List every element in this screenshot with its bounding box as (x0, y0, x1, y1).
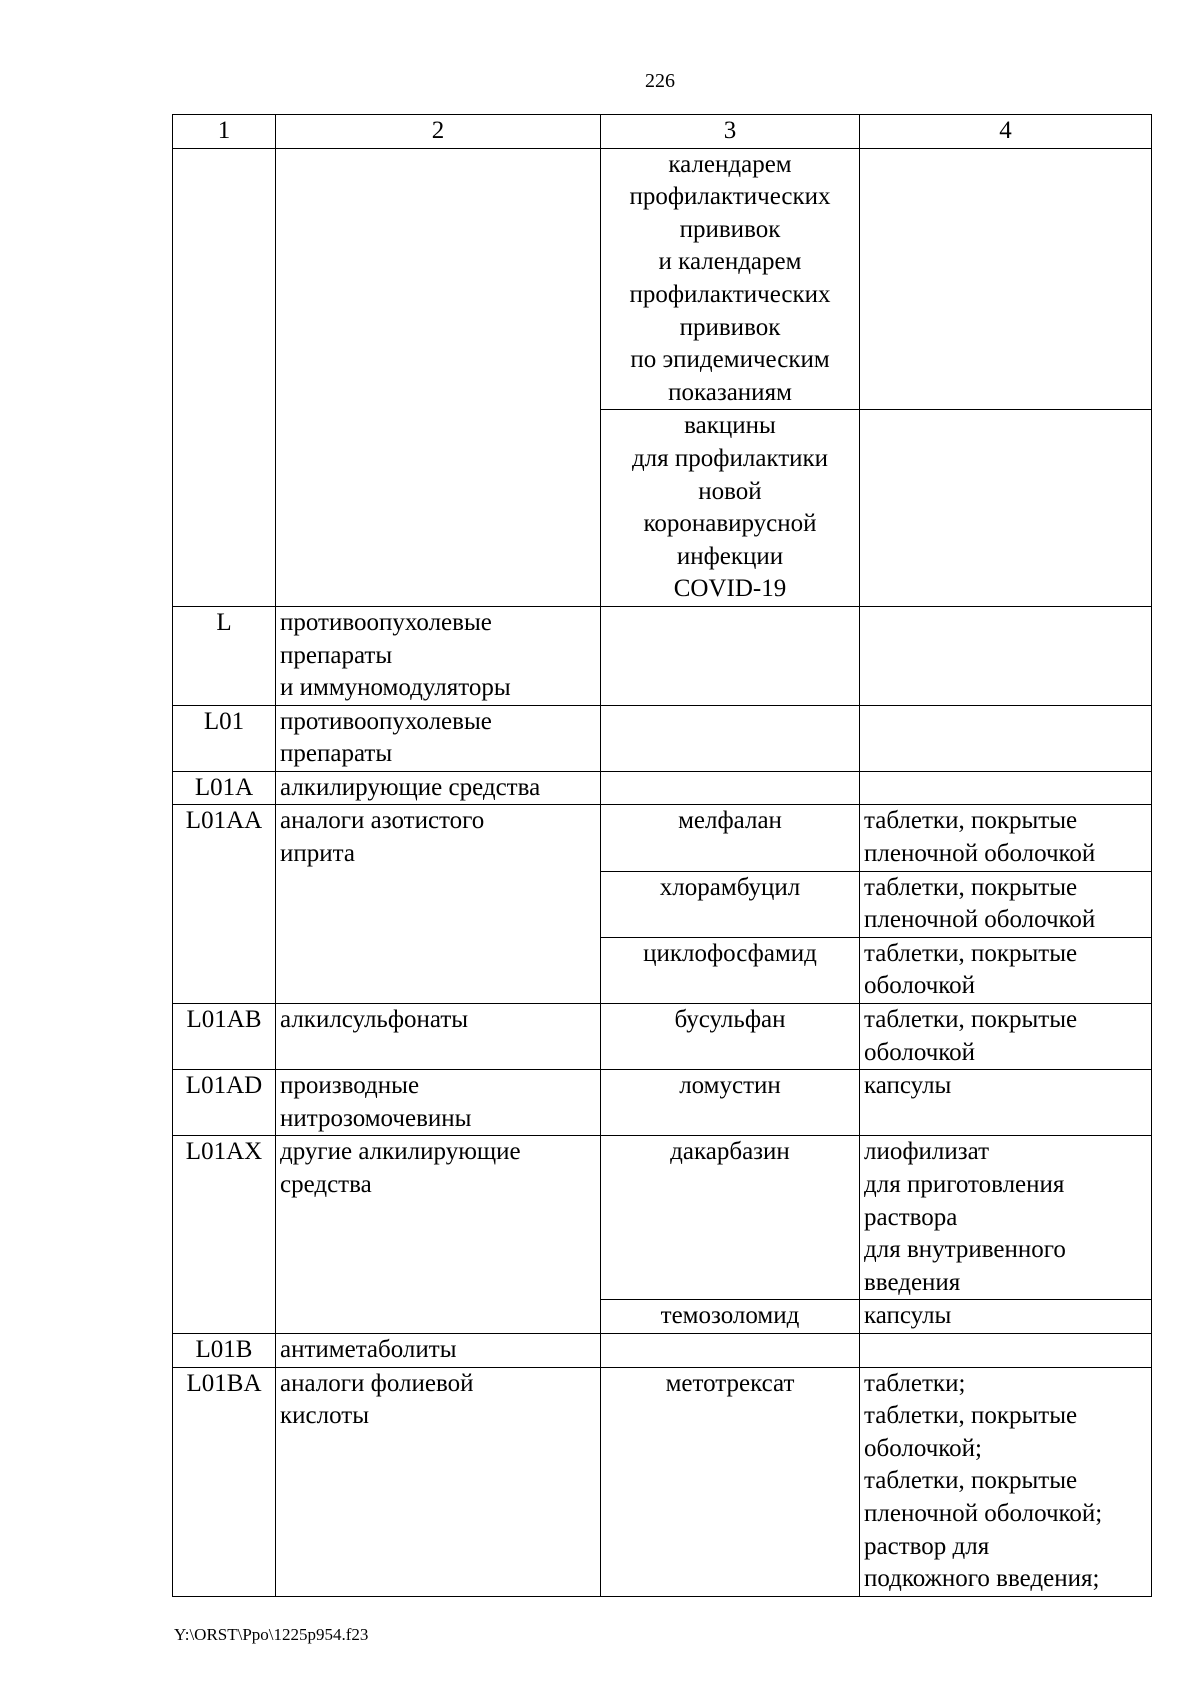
table-row (173, 1070, 1152, 1136)
form-cell: лиофилизат для приготовления раствора для внутривенного введения (860, 1136, 1152, 1300)
table-row (173, 1136, 1152, 1300)
drug-cell (601, 1333, 860, 1367)
drug-cell: мелфалан (601, 805, 860, 871)
drug-cell: ломустин (601, 1070, 860, 1136)
code-cell: L01 (173, 705, 276, 771)
group-name-cell (276, 148, 601, 606)
drug-cell: дакарбазин (601, 1136, 860, 1300)
drug-cell (601, 705, 860, 771)
form-cell (860, 410, 1152, 607)
code-cell: L01AD (173, 1070, 276, 1136)
drug-cell: хлорамбуцил (601, 871, 860, 937)
column-header-1: 1 (173, 115, 276, 149)
code-cell: L (173, 606, 276, 705)
form-cell (860, 771, 1152, 805)
drug-cell (601, 606, 860, 705)
drug-cell: вакцины для профилактики новой коронавирусной инфекции COVID-19 (601, 410, 860, 607)
form-cell: таблетки, покрытые пленочной оболочкой (860, 871, 1152, 937)
form-cell (860, 1333, 1152, 1367)
form-cell: таблетки, покрытые пленочной оболочкой (860, 805, 1152, 871)
table-row (173, 148, 1152, 410)
column-header-3: 3 (601, 115, 860, 149)
table-row (173, 705, 1152, 771)
table-row (173, 771, 1152, 805)
table-row (173, 805, 1152, 871)
drug-cell: темозоломид (601, 1300, 860, 1334)
header-row (173, 115, 1152, 149)
form-cell (860, 606, 1152, 705)
drug-cell: бусульфан (601, 1004, 860, 1070)
code-cell (173, 148, 276, 606)
page-number: 226 (645, 70, 675, 92)
form-cell: таблетки, покрытые оболочкой (860, 937, 1152, 1003)
table-row (173, 1333, 1152, 1367)
group-name-cell: алкилсульфонаты (276, 1004, 601, 1070)
column-header-4: 4 (860, 115, 1152, 149)
form-cell: таблетки; таблетки, покрытые оболочкой; таблетки, покрытые пленочной оболочкой; раствор для подкожного введения; (860, 1367, 1152, 1596)
group-name-cell: другие алкилирующие средства (276, 1136, 601, 1334)
drug-table (172, 114, 1152, 1597)
group-name-cell: аналоги азотистого иприта (276, 805, 601, 1004)
table-row (173, 1004, 1152, 1070)
code-cell: L01BA (173, 1367, 276, 1596)
table-row (173, 606, 1152, 705)
code-cell: L01AA (173, 805, 276, 1004)
group-name-cell: противоопухолевые препараты (276, 705, 601, 771)
form-cell (860, 705, 1152, 771)
table-row (173, 1367, 1152, 1596)
footer-file-path: Y:\ORST\Ppo\1225p954.f23 (174, 1625, 369, 1644)
group-name-cell: производные нитрозомочевины (276, 1070, 601, 1136)
form-cell: капсулы (860, 1070, 1152, 1136)
drug-cell: метотрексат (601, 1367, 860, 1596)
group-name-cell: противоопухолевые препараты и иммуномодуляторы (276, 606, 601, 705)
group-name-cell: алкилирующие средства (276, 771, 601, 805)
drug-cell (601, 771, 860, 805)
group-name-cell: аналоги фолиевой кислоты (276, 1367, 601, 1596)
code-cell: L01AX (173, 1136, 276, 1334)
group-name-cell: антиметаболиты (276, 1333, 601, 1367)
drug-cell: циклофосфамид (601, 937, 860, 1003)
form-cell: капсулы (860, 1300, 1152, 1334)
code-cell: L01AB (173, 1004, 276, 1070)
drug-cell: календарем профилактических прививок и календарем профилактических прививок по эпидемическим показаниям (601, 148, 860, 410)
code-cell: L01A (173, 771, 276, 805)
code-cell: L01B (173, 1333, 276, 1367)
form-cell (860, 148, 1152, 410)
column-header-2: 2 (276, 115, 601, 149)
form-cell: таблетки, покрытые оболочкой (860, 1004, 1152, 1070)
